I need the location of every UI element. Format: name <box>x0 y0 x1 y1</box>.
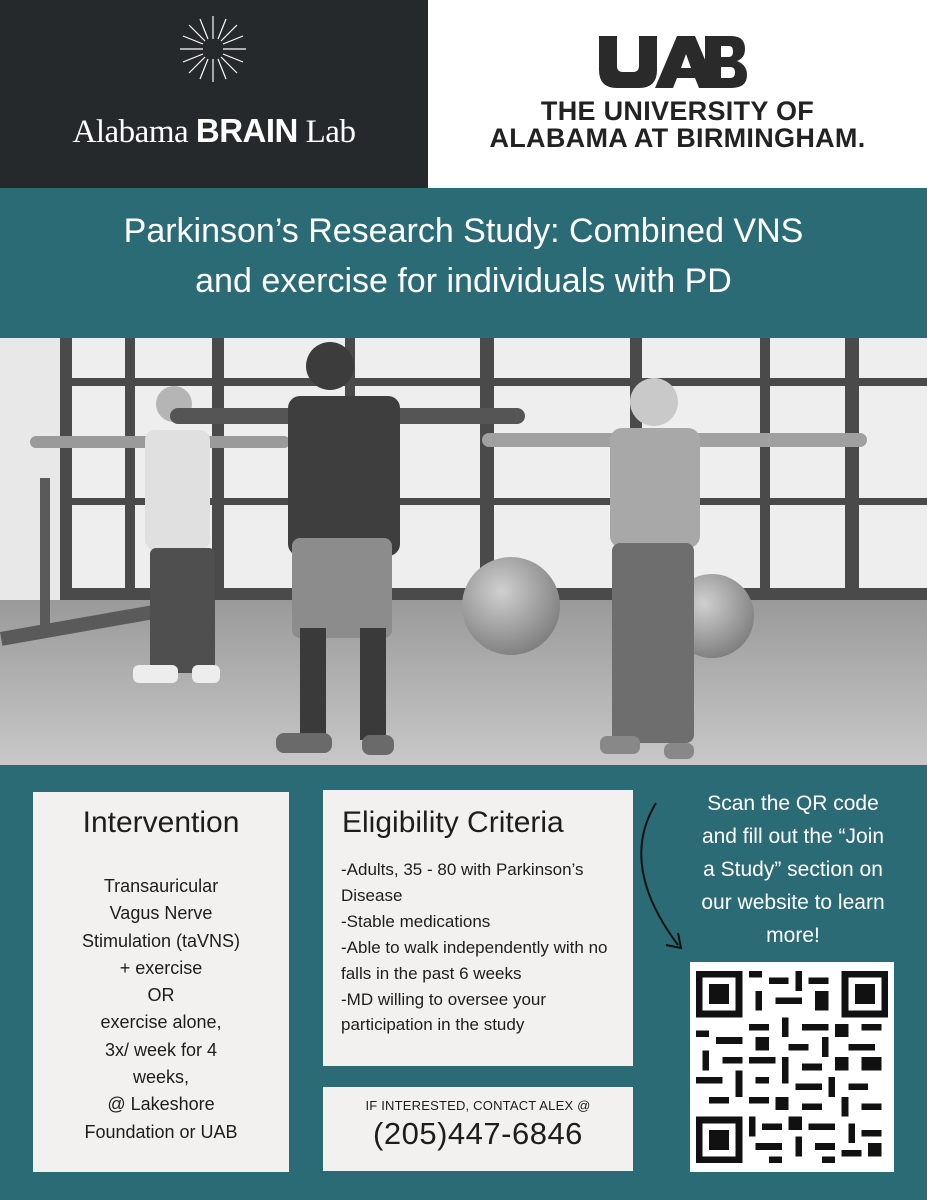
qr-prompt-line: a Study” section on <box>703 858 883 881</box>
intervention-line: Stimulation (taVNS) <box>81 930 241 951</box>
university-name-line1: THE UNIVERSITY OF <box>540 96 815 126</box>
intervention-line: @ Lakeshore <box>107 1094 215 1115</box>
intervention-line: Vagus Nerve <box>109 903 213 924</box>
intervention-line: weeks, <box>132 1067 190 1088</box>
title-line2: and exercise for individuals with PD <box>195 262 732 300</box>
qr-prompt-line: more! <box>766 924 820 947</box>
intervention-body <box>45 873 277 1146</box>
intervention-heading: Intervention <box>82 806 240 839</box>
eligibility-item: -MD willing to oversee your participation in the study <box>341 989 547 1035</box>
intervention-line: exercise alone, <box>100 1012 222 1033</box>
intervention-line: Foundation or UAB <box>84 1121 238 1142</box>
qr-prompt <box>673 787 913 952</box>
intervention-line: 3x/ week for 4 <box>104 1039 218 1060</box>
university-name-line2: ALABAMA AT BIRMINGHAM. <box>489 123 866 153</box>
intervention-line: + exercise <box>119 957 203 978</box>
intervention-line: OR <box>147 985 175 1006</box>
eligibility-list <box>341 857 627 1038</box>
intervention-line: Transauricular <box>103 876 219 896</box>
contact-phone[interactable]: (205)447-6846 <box>373 1116 583 1151</box>
uab-logo-icon <box>595 36 747 88</box>
exercise-photo <box>0 338 927 765</box>
eligibility-item: -Able to walk independently with no falls in the past 6 weeks <box>341 937 608 983</box>
eligibility-item: -Adults, 35 - 80 with Parkinson’s Disease <box>341 860 584 905</box>
qr-code-icon[interactable] <box>696 968 888 1166</box>
lab-name: Alabama BRAIN Lab <box>72 112 356 150</box>
title-line1: Parkinson’s Research Study: Combined VNS <box>123 212 804 250</box>
starburst-logo-icon <box>178 14 248 84</box>
contact-label: IF INTERESTED, CONTACT ALEX @ <box>365 1098 591 1113</box>
qr-prompt-line: and fill out the “Join <box>701 825 885 848</box>
eligibility-item: -Stable medications <box>341 911 491 931</box>
eligibility-heading: Eligibility Criteria <box>342 806 564 839</box>
curved-arrow-icon <box>628 795 708 960</box>
qr-prompt-line: our website to learn <box>701 891 885 914</box>
qr-prompt-line: Scan the QR code <box>707 792 879 815</box>
page-title <box>40 206 887 306</box>
uab-header <box>428 0 927 188</box>
